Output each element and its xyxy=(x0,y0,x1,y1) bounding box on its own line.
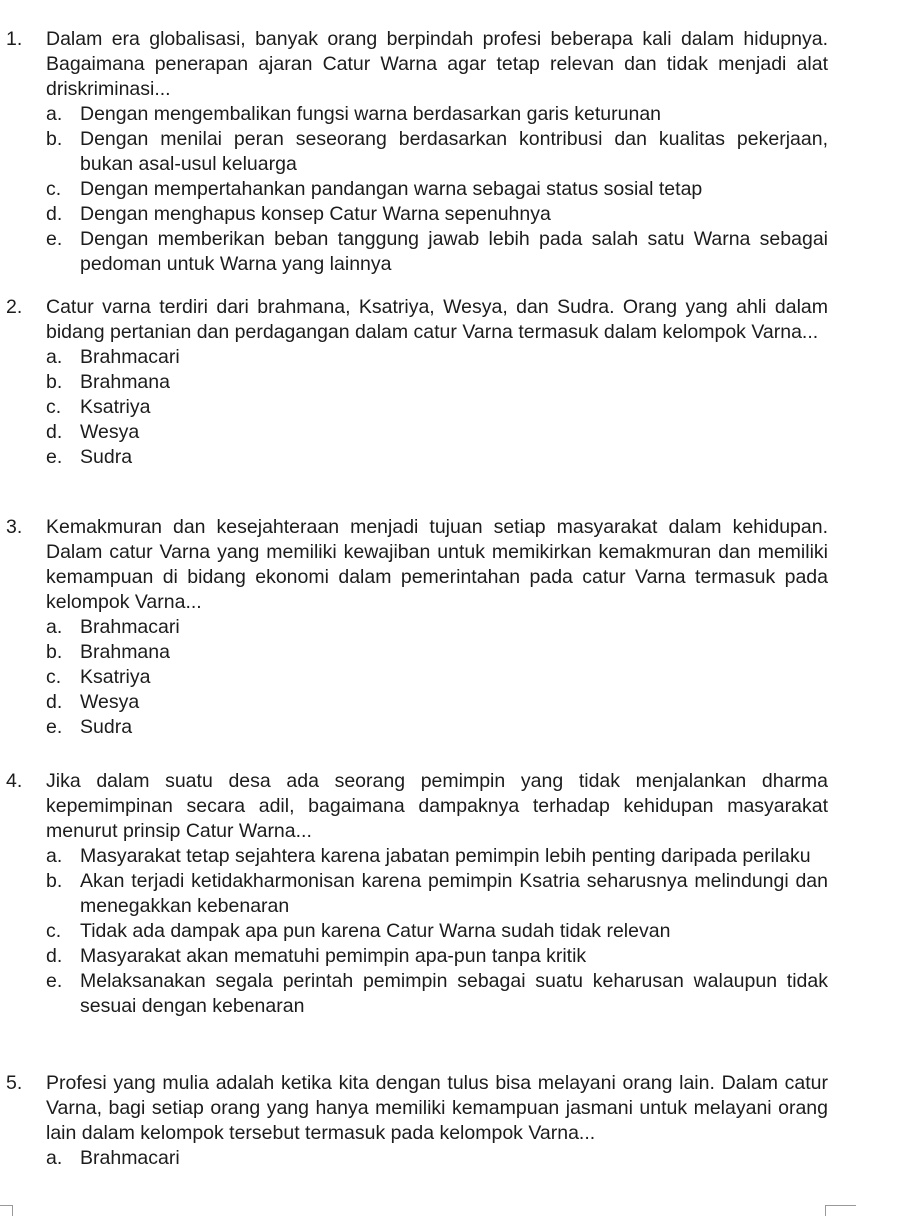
option-text: Brahmana xyxy=(80,371,170,393)
option-letter: c. xyxy=(46,920,62,942)
option-letter: b. xyxy=(46,870,63,892)
question-stem xyxy=(0,515,898,615)
option-text: Wesya xyxy=(80,421,140,443)
option-text: Brahmacari xyxy=(80,616,180,638)
option-d[interactable] xyxy=(0,944,898,969)
option-letter: b. xyxy=(46,128,63,150)
question-number: 5. xyxy=(6,1072,23,1094)
option-letter: a. xyxy=(46,616,63,638)
question-number: 2. xyxy=(6,296,23,318)
question-1 xyxy=(0,27,898,277)
option-a[interactable] xyxy=(0,844,898,869)
option-text: Masyarakat tetap sejahtera karena jabatan pemimpin lebih penting daripada perilaku xyxy=(80,845,811,867)
question-4 xyxy=(0,769,898,1019)
option-b[interactable] xyxy=(0,370,898,395)
option-list xyxy=(0,1146,898,1171)
option-text: Sudra xyxy=(80,716,133,738)
crop-mark-left xyxy=(0,1205,13,1216)
question-text: Catur varna terdiri dari brahmana, Ksatriya, Wesya, dan Sudra. Orang yang ahli dalam bidang pertanian dan perdagangan dalam catur Varna termasuk dalam kelompok Varna... xyxy=(46,296,828,343)
option-c[interactable] xyxy=(0,665,898,690)
option-text: Dengan memberikan beban tanggung jawab lebih pada salah satu Warna sebagai pedoman untuk Warna yang lainnya xyxy=(80,228,828,275)
crop-mark-right xyxy=(825,1205,856,1216)
option-text: Dengan menilai peran seseorang berdasarkan kontribusi dan kualitas pekerjaan, bukan asal-usul keluarga xyxy=(80,128,828,175)
question-stem xyxy=(0,1071,898,1146)
question-number: 3. xyxy=(6,516,23,538)
option-letter: e. xyxy=(46,970,63,992)
option-text: Ksatriya xyxy=(80,666,151,688)
option-a[interactable] xyxy=(0,102,898,127)
option-text: Melaksanakan segala perintah pemimpin sebagai suatu keharusan walaupun tidak sesuai dengan kebenaran xyxy=(80,970,828,1017)
option-d[interactable] xyxy=(0,202,898,227)
option-letter: a. xyxy=(46,845,63,867)
question-number: 1. xyxy=(6,28,23,50)
option-text: Dengan mengembalikan fungsi warna berdasarkan garis keturunan xyxy=(80,103,662,125)
option-letter: b. xyxy=(46,371,63,393)
option-d[interactable] xyxy=(0,690,898,715)
option-text: Brahmana xyxy=(80,641,170,663)
option-letter: d. xyxy=(46,421,63,443)
option-text: Wesya xyxy=(80,691,140,713)
option-c[interactable] xyxy=(0,395,898,420)
question-3 xyxy=(0,515,898,740)
option-list xyxy=(0,844,898,1019)
option-letter: c. xyxy=(46,178,62,200)
option-text: Tidak ada dampak apa pun karena Catur Warna sudah tidak relevan xyxy=(80,920,671,942)
option-list xyxy=(0,102,898,277)
option-e[interactable] xyxy=(0,969,898,1019)
question-5 xyxy=(0,1071,898,1171)
option-letter: d. xyxy=(46,691,63,713)
option-text: Akan terjadi ketidakharmonisan karena pemimpin Ksatria seharusnya melindungi dan menegakkan kebenaran xyxy=(80,870,828,917)
option-a[interactable] xyxy=(0,615,898,640)
option-letter: e. xyxy=(46,716,63,738)
option-letter: d. xyxy=(46,945,63,967)
option-text: Dengan mempertahankan pandangan warna sebagai status sosial tetap xyxy=(80,178,703,200)
option-letter: e. xyxy=(46,446,63,468)
question-stem xyxy=(0,769,898,844)
option-e[interactable] xyxy=(0,227,898,277)
question-text: Kemakmuran dan kesejahteraan menjadi tujuan setiap masyarakat dalam kehidupan. Dalam catur Varna yang memiliki kewajiban untuk memikirkan kemakmuran dan memiliki kemampuan di bidang ekonomi dalam pemerintahan pada catur Varna termasuk pada kelompok Varna... xyxy=(46,516,828,613)
option-b[interactable] xyxy=(0,640,898,665)
option-letter: b. xyxy=(46,641,63,663)
option-letter: a. xyxy=(46,103,63,125)
question-text: Dalam era globalisasi, banyak orang berpindah profesi beberapa kali dalam hidupnya. Bagaimana penerapan ajaran Catur Warna agar tetap relevan dan tidak menjadi alat driskriminasi... xyxy=(46,28,828,100)
option-a[interactable] xyxy=(0,345,898,370)
option-letter: c. xyxy=(46,666,62,688)
option-c[interactable] xyxy=(0,919,898,944)
option-b[interactable] xyxy=(0,869,898,919)
option-c[interactable] xyxy=(0,177,898,202)
option-e[interactable] xyxy=(0,445,898,470)
option-text: Brahmacari xyxy=(80,346,180,368)
option-text: Masyarakat akan mematuhi pemimpin apa-pun tanpa kritik xyxy=(80,945,587,967)
option-e[interactable] xyxy=(0,715,898,740)
option-list xyxy=(0,345,898,470)
question-text: Profesi yang mulia adalah ketika kita dengan tulus bisa melayani orang lain. Dalam catur Varna, bagi setiap orang yang hanya memiliki kemampuan jasmani untuk melayani orang lain dalam kelompok tersebut termasuk pada kelompok Varna... xyxy=(46,1072,828,1144)
question-number: 4. xyxy=(6,770,23,792)
option-d[interactable] xyxy=(0,420,898,445)
option-letter: d. xyxy=(46,203,63,225)
option-letter: c. xyxy=(46,396,62,418)
option-letter: a. xyxy=(46,346,63,368)
option-text: Dengan menghapus konsep Catur Warna sepenuhnya xyxy=(80,203,551,225)
option-b[interactable] xyxy=(0,127,898,177)
option-list xyxy=(0,615,898,740)
question-text: Jika dalam suatu desa ada seorang pemimpin yang tidak menjalankan dharma kepemimpinan secara adil, bagaimana dampaknya terhadap kehidupan masyarakat menurut prinsip Catur Warna... xyxy=(46,770,828,842)
option-a[interactable] xyxy=(0,1146,898,1171)
question-stem xyxy=(0,295,898,345)
option-text: Ksatriya xyxy=(80,396,151,418)
option-letter: a. xyxy=(46,1147,63,1169)
option-text: Brahmacari xyxy=(80,1147,180,1169)
question-stem xyxy=(0,27,898,102)
question-2 xyxy=(0,295,898,470)
option-text: Sudra xyxy=(80,446,133,468)
option-letter: e. xyxy=(46,228,63,250)
